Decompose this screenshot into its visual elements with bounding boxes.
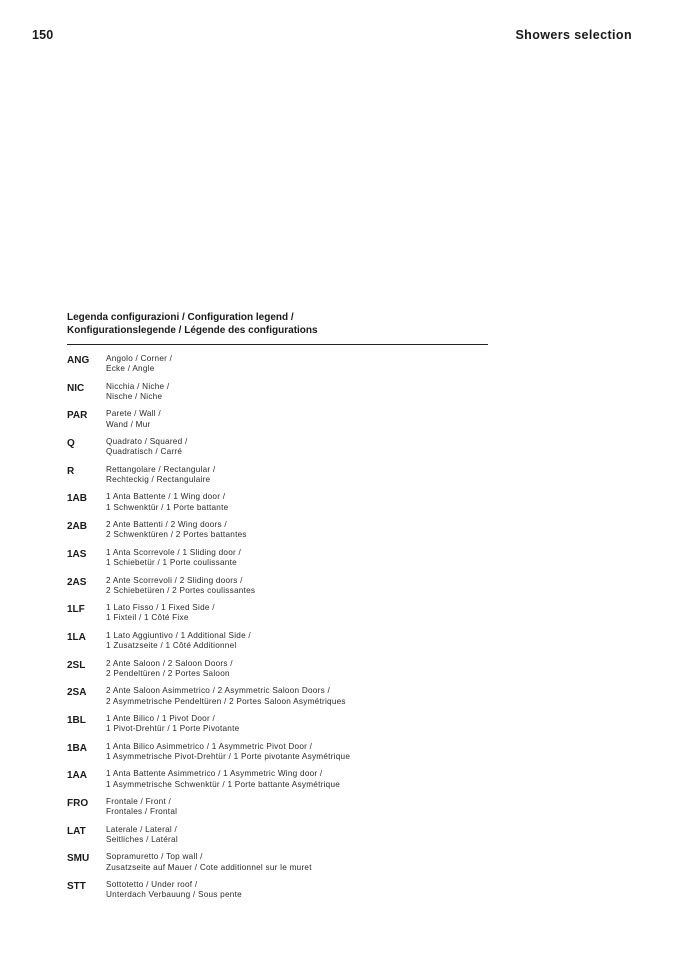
- legend-row-nic: [67, 382, 488, 410]
- legend-description-line-1: Laterale / Lateral /: [106, 824, 177, 834]
- legend-description-line-2: 1 Schiebetür / 1 Porte coulissante: [106, 558, 237, 568]
- legend-description-line-1: Quadrato / Squared /: [106, 437, 188, 447]
- legend-description: [106, 797, 177, 818]
- legend-code: SMU: [67, 853, 90, 865]
- legend-code: 1BA: [67, 742, 88, 754]
- legend-code: 2AB: [67, 521, 88, 533]
- legend-description-line-2: 1 Asymmetrische Schwenktür / 1 Porte battante Asymétrique: [106, 779, 341, 789]
- legend-description-line-2: 1 Asymmetrische Pivot-Drehtür / 1 Porte pivotante Asymétrique: [106, 751, 351, 761]
- legend-title: [67, 312, 488, 345]
- legend-code: 1BL: [67, 714, 86, 726]
- legend-code: LAT: [67, 825, 86, 837]
- legend-description-line-1: 2 Ante Scorrevoli / 2 Sliding doors /: [106, 575, 243, 585]
- legend-description: [106, 852, 312, 873]
- legend-description-line-1: 1 Anta Scorrevole / 1 Sliding door /: [106, 547, 242, 557]
- legend-description: [106, 742, 350, 763]
- legend-description-line-2: Zusatzseite auf Mauer / Cote additionnel sur le muret: [106, 862, 312, 872]
- legend-row-1lf: [67, 603, 488, 631]
- legend-description-line-1: Nicchia / Niche /: [106, 381, 170, 391]
- legend-row-2ab: [67, 520, 488, 548]
- legend-description: [106, 686, 346, 707]
- legend-code: R: [67, 465, 75, 477]
- legend-description-line-2: 2 Schiebetüren / 2 Portes coulissantes: [106, 585, 256, 595]
- legend-list: [67, 345, 488, 908]
- legend-description: [106, 437, 187, 458]
- legend-description: [106, 382, 169, 403]
- legend-row-r: [67, 465, 488, 493]
- legend-code: 2SL: [67, 659, 86, 671]
- legend-description-line-2: 1 Pivot-Drehtür / 1 Porte Pivotante: [106, 724, 240, 734]
- legend-description: [106, 409, 161, 430]
- legend-code: 1LA: [67, 631, 86, 643]
- legend-description-line-1: 2 Ante Saloon / 2 Saloon Doors /: [106, 658, 233, 668]
- legend-description-line-1: Frontale / Front /: [106, 797, 172, 806]
- legend-description-line-1: Parete / Wall /: [106, 409, 161, 419]
- legend-description: [106, 465, 215, 486]
- legend-description: [106, 548, 241, 569]
- legend-description-line-2: 2 Asymmetrische Pendeltüren / 2 Portes Saloon Asymétriques: [106, 696, 346, 706]
- legend-row-1aa: [67, 769, 488, 797]
- legend-row-2sa: [67, 686, 488, 714]
- legend-row-q: [67, 437, 488, 465]
- legend-row-2as: [67, 576, 488, 604]
- legend-code: Q: [67, 438, 75, 450]
- legend-title-line-1: Legenda configurazioni / Configuration legend /: [67, 312, 294, 323]
- legend-description-line-1: Rettangolare / Rectangular /: [106, 464, 216, 474]
- legend-description-line-2: Wand / Mur: [106, 419, 151, 429]
- legend-description: [106, 825, 178, 846]
- legend-description-line-1: 1 Anta Bilico Asimmetrico / 1 Asymmetric Pivot Door /: [106, 741, 313, 751]
- legend-description-line-1: 2 Ante Battenti / 2 Wing doors /: [106, 520, 227, 530]
- legend-description: [106, 354, 172, 375]
- legend-description: [106, 631, 251, 652]
- legend-row-2sl: [67, 659, 488, 687]
- legend-code: 1AB: [67, 493, 88, 505]
- legend-description-line-2: 1 Zusatzseite / 1 Côté Additionnel: [106, 641, 237, 651]
- configuration-legend: [67, 312, 488, 908]
- legend-row-lat: [67, 825, 488, 853]
- legend-code: ANG: [67, 355, 90, 366]
- page-number: 150: [32, 28, 54, 42]
- legend-row-1ba: [67, 742, 488, 770]
- legend-description-line-2: Quadratisch / Carré: [106, 447, 183, 457]
- legend-row-smu: [67, 852, 488, 880]
- legend-description-line-2: Nische / Niche: [106, 391, 163, 401]
- legend-description: [106, 880, 242, 901]
- legend-description-line-2: 1 Fixteil / 1 Côté Fixe: [106, 613, 189, 623]
- legend-description-line-2: Unterdach Verbauung / Sous pente: [106, 890, 242, 900]
- legend-description-line-2: Ecke / Angle: [106, 364, 155, 374]
- legend-description: [106, 659, 233, 680]
- legend-description-line-1: Sopramuretto / Top wall /: [106, 852, 203, 862]
- legend-row-1la: [67, 631, 488, 659]
- section-title: Showers selection: [515, 28, 632, 42]
- legend-description-line-1: 1 Lato Fisso / 1 Fixed Side /: [106, 603, 215, 613]
- legend-row-stt: [67, 880, 488, 908]
- legend-row-1bl: [67, 714, 488, 742]
- legend-code: 1LF: [67, 604, 85, 616]
- legend-description: [106, 714, 239, 735]
- legend-description: [106, 576, 255, 597]
- legend-code: PAR: [67, 410, 88, 422]
- legend-code: FRO: [67, 798, 89, 809]
- legend-description-line-1: 1 Lato Aggiuntivo / 1 Additional Side /: [106, 630, 251, 640]
- legend-description-line-2: 2 Schwenktüren / 2 Portes battantes: [106, 530, 247, 540]
- legend-description-line-1: 1 Anta Battente Asimmetrico / 1 Asymmetric Wing door /: [106, 769, 323, 779]
- legend-description-line-2: Frontales / Frontal: [106, 807, 178, 817]
- legend-code: 2SA: [67, 687, 87, 699]
- legend-description-line-2: 1 Schwenktür / 1 Porte battante: [106, 502, 229, 512]
- legend-row-ang: [67, 354, 488, 382]
- legend-code: 1AA: [67, 770, 88, 782]
- legend-description-line-1: Angolo / Corner /: [106, 354, 173, 363]
- legend-row-par: [67, 409, 488, 437]
- legend-description: [106, 769, 340, 790]
- legend-description-line-1: 1 Ante Bilico / 1 Pivot Door /: [106, 713, 215, 723]
- legend-description: [106, 520, 247, 541]
- legend-code: NIC: [67, 382, 85, 394]
- legend-description: [106, 603, 215, 624]
- legend-title-line-2: Konfigurationslegende / Légende des configurations: [67, 324, 318, 336]
- legend-description-line-1: 1 Anta Battente / 1 Wing door /: [106, 492, 226, 502]
- legend-description-line-1: 2 Ante Saloon Asimmetrico / 2 Asymmetric Saloon Doors /: [106, 686, 330, 696]
- legend-description-line-2: 2 Pendeltüren / 2 Portes Saloon: [106, 668, 230, 678]
- legend-code: 2AS: [67, 576, 87, 588]
- legend-row-1as: [67, 548, 488, 576]
- legend-row-1ab: [67, 492, 488, 520]
- legend-description: [106, 492, 228, 513]
- legend-row-fro: [67, 797, 488, 825]
- legend-description-line-1: Sottotetto / Under roof /: [106, 880, 198, 890]
- legend-description-line-2: Seitliches / Latéral: [106, 834, 178, 844]
- legend-code: STT: [67, 881, 86, 893]
- legend-code: 1AS: [67, 548, 87, 560]
- legend-description-line-2: Rechteckig / Rectangulaire: [106, 475, 211, 485]
